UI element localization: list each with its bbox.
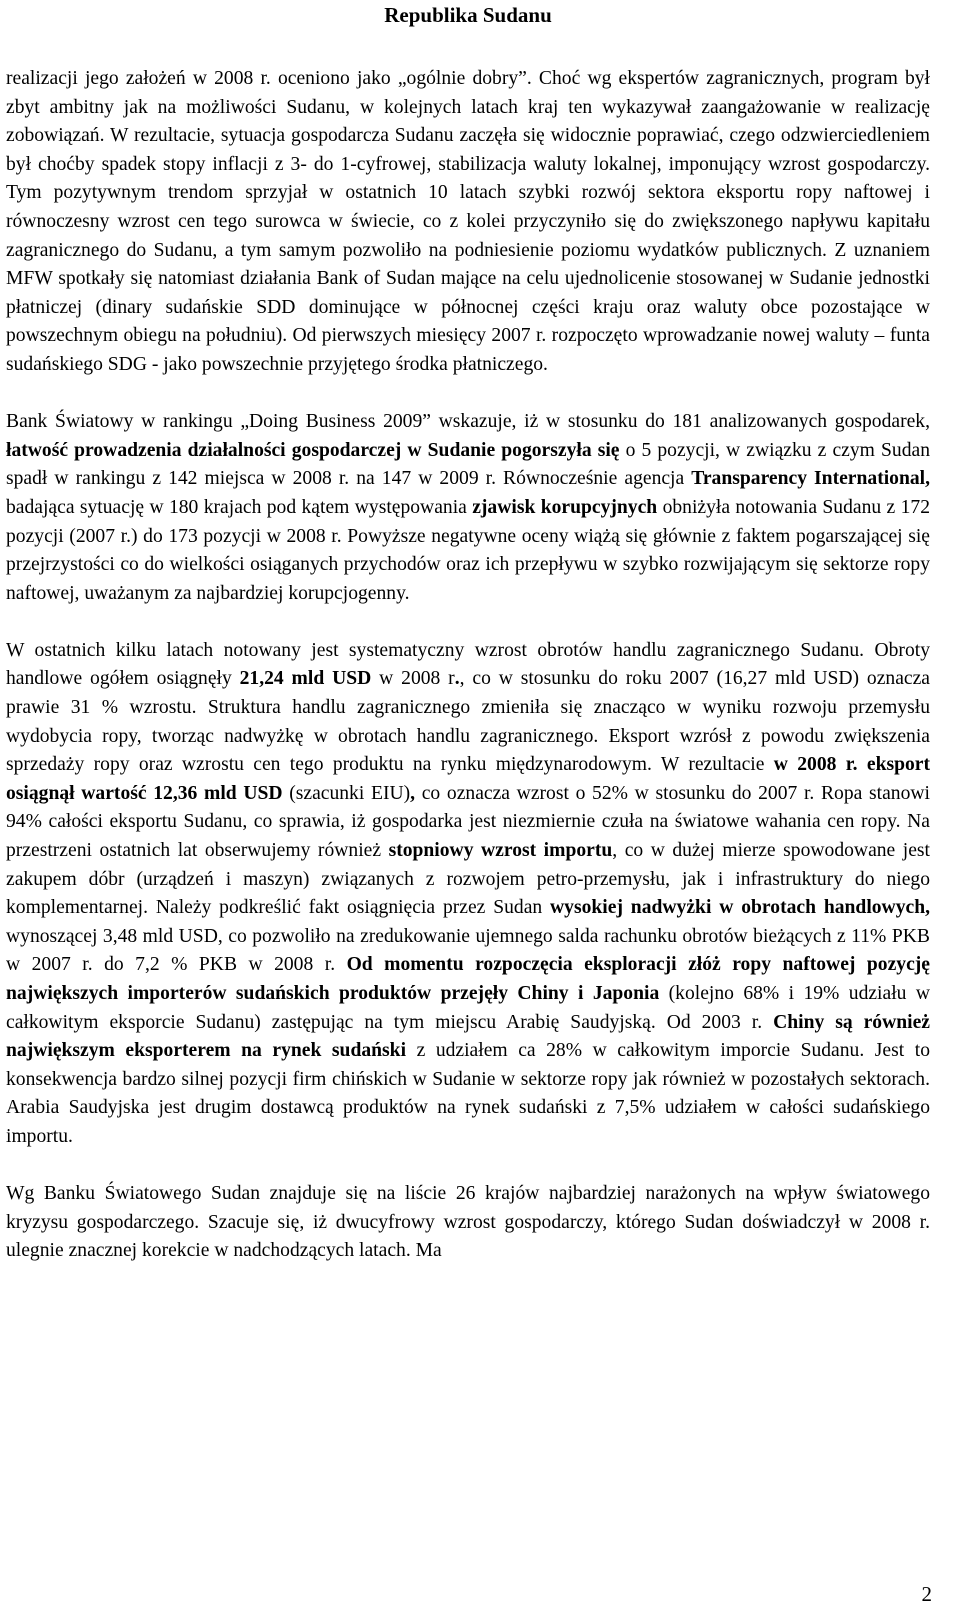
text-run: (szacunki EIU): [282, 782, 411, 804]
bold-text-run: .: [454, 668, 460, 690]
text-run: realizacji jego założeń w 2008 r. oceniono jako „ogólnie dobry”. Choć wg ekspertów zagranicznych, program był zbyt ambitny jak na możliwości Sudanu, w kolejnych latach kraj ten wykazywał zaangażowanie w realizację zobowiązań. W rezultacie, sytuacja gospodarcza Sudanu zaczęła się widocznie poprawiać, czego odzwierciedleniem był choćby spadek stopy inflacji z 3- do 1-cyfrowej, stabilizacja waluty lokalnej, imponujący wzrost gospodarczy. Tym pozytywnym trendom sprzyjał w ostatnich 10 latach szybki rozwój sektora eksportu ropy naftowej i równoczesny wzrost cen tego surowca w świecie, co z kolei przyczyniło się do zwiększonego napływu kapitału zagranicznego do Sudanu, a tym samym pozwoliło na podniesienie poziomu wydatków publicznych. Z uznaniem MFW spotkały się natomiast działania Bank of Sudan mające na celu ujednolicenie stosowanej w Sudanie jednostki płatniczej (dinary sudańskie SDD dominujące w północnej części kraju oraz waluty obce pozostające w powszechnym obiegu na południu). Od pierwszych miesięcy 2007 r. rozpoczęto wprowadzanie nowej waluty – funta sudańskiego SDG - jako powszechnie przyjętego środka płatniczego.: [6, 68, 930, 375]
text-run: z udziałem ca 28% w całkowitym imporcie Sudanu. Jest to konsekwencja bardzo silnej pozycji firm chińskich w Sudanie w sektorze ropy jak również w pozostałych sektorach. Arabia Saudyjska jest drugim dostawcą produktów na rynek sudański z 7,5% udziałem w całości sudańskiego importu.: [6, 1040, 930, 1147]
bold-text-run: ,: [410, 782, 416, 804]
bold-text-run: Transparency International,: [691, 468, 930, 490]
text-run: , co w dużej mierze spowodowane jest zakupem dóbr (urządzeń i maszyn) związanych z rozwojem petro-przemysłu, jak i infrastruktury do niego komplementarnej. Należy podkreślić fakt osiągnięcia przez Sudan: [6, 840, 930, 919]
text-run: w 2008 r: [371, 668, 455, 690]
text-run: Bank Światowy w rankingu „Doing Business 2009” wskazuje, iż w stosunku do 181 analizowanych gospodarek,: [6, 411, 930, 433]
bold-text-run: wysokiej nadwyżki w obrotach handlowych,: [550, 897, 930, 919]
paragraph-economic-crisis: [6, 1180, 930, 1266]
bold-text-run: Chiny są również największym eksporterem na rynek sudański: [6, 1011, 930, 1062]
paragraph-doing-business: [6, 408, 930, 608]
bold-text-run: łatwość prowadzenia działalności gospodarczej w Sudanie pogorszyła się: [6, 439, 620, 461]
text-run: Wg Banku Światowego Sudan znajduje się na liście 26 krajów najbardziej narażonych na wpływ światowego kryzysu gospodarczego. Szacuje się, iż dwucyfrowy wzrost gospodarczy, którego Sudan doświadczył w 2008 r. ulegnie znacznej korekcie w nadchodzących latach. Ma: [6, 1183, 930, 1262]
bold-text-run: w 2008 r. eksport osiągnął wartość 12,36 mld USD: [6, 754, 931, 804]
text-run: , co w stosunku do roku 2007 (16,27 mld USD) oznacza prawie 31 % wzrostu. Struktura handlu zagranicznego zmieniła się znacząco w wyniku rozwoju przemysłu wydobycia ropy, tworząc nadwyżkę w obrotach handlu zagranicznego. Eksport wzrósł z powodu zwiększenia sprzedaży ropy oraz wzrostu cen tego produktu na rynku międzynarodowym. W rezultacie: [6, 668, 930, 776]
text-run: (kolejno 68% i 19% udziału w całkowitym eksporcie Sudanu) zastępując na tym miejscu Arabię Saudyjską. Od 2003 r.: [6, 983, 930, 1033]
text-run: o 5 pozycji, w związku z czym Sudan spadł w rankingu z 142 miejsca w 2008 r. na 147 w 2009 r. Równocześnie agencja: [6, 439, 930, 490]
bold-text-run: Od momentu rozpoczęcia eksploracji złóż ropy naftowej pozycję największych importerów sudańskich produktów przejęły Chiny i Japonia: [6, 954, 930, 1004]
paragraph-economic-reforms: [6, 65, 930, 380]
document-page: [6, 0, 930, 1266]
paragraph-foreign-trade: [6, 637, 930, 1152]
text-run: wynoszącej 3,48 mld USD, co pozwoliło na zredukowanie ujemnego salda rachunku obrotów bieżących z 11% PKB w 2007 r. do 7,2 % PKB w 2008 r.: [6, 925, 930, 976]
text-run: badająca sytuację w 180 krajach pod kątem występowania: [6, 496, 473, 518]
text-run: obniżyła notowania Sudanu z 172 pozycji (2007 r.) do 173 pozycji w 2008 r. Powyższe negatywne oceny wiążą się głównie z faktem pogarszającej się przejrzystości co do wielkości osiąganych przychodów oraz ich przepływu w szybko rozwijającym się sektorze ropy naftowej, uważanym za najbardziej korupcjogenny.: [6, 496, 930, 604]
bold-text-run: 21,24 mld USD: [239, 668, 372, 690]
page-header-title: Republika Sudanu: [384, 3, 552, 27]
bold-text-run: zjawisk korupcyjnych: [472, 496, 658, 518]
bold-text-run: stopniowy wzrost importu: [388, 840, 613, 862]
text-run: W ostatnich kilku latach notowany jest systematyczny wzrost obrotów handlu zagranicznego Sudanu. Obroty handlowe ogółem osiągnęły: [6, 639, 930, 690]
text-run: co oznacza wzrost o 52% w stosunku do 2007 r. Ropa stanowi 94% całości eksportu Sudanu, co sprawia, iż gospodarka jest niezmiernie czuła na światowe wahania cen ropy. Na przestrzeni ostatnich lat obserwujemy również: [6, 782, 930, 862]
page-number: 2: [921, 1582, 932, 1606]
